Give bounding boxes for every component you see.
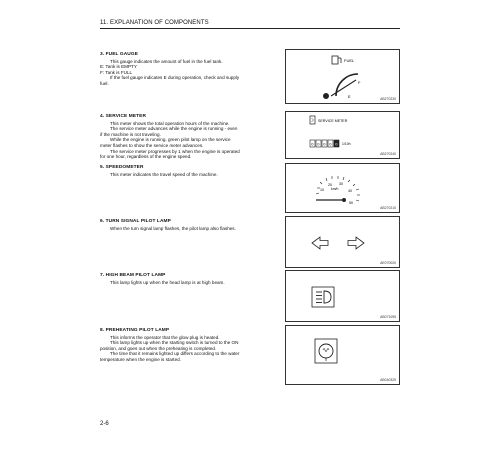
paragraph: This informs the operator that the glow plug is heated.: [110, 334, 220, 340]
glow-plug-icon: [319, 344, 333, 358]
paragraph: When the turn signal lamp flashes, the pilot lamp also flashes.: [110, 225, 236, 231]
full-mark: F: [358, 80, 361, 85]
arrow-left-icon: [312, 237, 328, 249]
page-number: 2-6: [100, 421, 109, 427]
paragraph: position, and goes out when the preheating is completed.: [100, 345, 217, 351]
service-meter-figure: [285, 111, 400, 159]
fuel-gauge-figure: [285, 49, 400, 104]
paragraph: This meter shows the total operation hours of the machine.: [110, 120, 230, 126]
section-title: 3. FUEL GAUGE: [100, 52, 138, 57]
paragraph: for one hour, regardless of the engine speed.: [100, 154, 192, 160]
paragraph: The service meter progresses by 1 when the engine is operated: [110, 148, 240, 154]
speedometer-figure: [285, 163, 400, 213]
paragraph: While the engine is running, green pilot lamp on the service: [110, 137, 231, 143]
preheating-icon: [286, 326, 401, 386]
figure-code: AB071095: [380, 315, 396, 319]
section-turn-signal: [100, 219, 280, 231]
paragraph: The time that it remains lighted up differs according to the water: [110, 351, 240, 357]
paragraph: if the machine is not traveling.: [100, 131, 161, 137]
paragraph: temperature when the engine is started.: [100, 356, 181, 362]
preheating-figure: [285, 325, 400, 385]
digit: 0: [329, 141, 332, 147]
tick-label: 10: [320, 188, 324, 192]
section-service-meter: [100, 114, 280, 160]
unit-label: km/h: [331, 187, 339, 191]
service-meter-label: SERVICE METER: [318, 119, 348, 123]
paragraph: fuel.: [100, 80, 109, 86]
tick-label: 50: [349, 201, 353, 205]
paragraph: meter flashes to show the service meter advances.: [100, 142, 204, 148]
unit-label: 1/10h: [342, 142, 351, 146]
section-title: 4. SERVICE METER: [100, 114, 147, 119]
section-title: 8. PREHEATING PILOT LAMP: [100, 328, 170, 333]
empty-mark: E: [348, 94, 351, 99]
figure-code: AB270210: [380, 206, 396, 210]
paragraph: If the fuel gauge indicates E during operation, check and supply: [110, 75, 240, 81]
fuel-label: FUEL: [344, 58, 355, 63]
arrow-right-icon: [348, 237, 364, 249]
figure-code: AE070020: [380, 261, 396, 265]
figure-code: AB040325: [380, 378, 396, 382]
digit: 0: [317, 141, 320, 147]
tick-label: 30: [339, 182, 343, 186]
paragraph: This lamp lights up when the starting switch is turned to the ON: [110, 340, 239, 346]
section-high-beam: [100, 273, 280, 285]
digit: 0: [323, 141, 326, 147]
section-title: 6. TURN SIGNAL PILOT LAMP: [100, 219, 171, 224]
section-title: 5. SPEEDOMETER: [100, 165, 144, 170]
page-header: 11. EXPLANATION OF COMPONENTS: [100, 20, 209, 26]
paragraph: This lamp lights up when the head lamp is at high beam.: [110, 279, 225, 285]
header-rule: [100, 28, 400, 29]
high-beam-figure: [285, 270, 400, 322]
digit: 0: [335, 141, 338, 147]
figure-code: AB270230: [380, 97, 396, 101]
tick-label: 40: [348, 189, 352, 193]
paragraph: The service meter advances while the engine is running - even: [110, 126, 238, 132]
section-title: 7. HIGH BEAM PILOT LAMP: [100, 273, 166, 278]
paragraph: This meter indicates the travel speed of the machine.: [110, 171, 218, 177]
tick-label: 20: [328, 183, 332, 187]
digit: 0: [311, 141, 314, 147]
paragraph: E: Tank is EMPTY: [100, 64, 137, 70]
figure-code: AB270240: [380, 152, 396, 156]
paragraph: F: Tank is FULL: [100, 69, 133, 75]
section-speedometer: [100, 165, 280, 177]
paragraph: This gauge indicates the amount of fuel in the fuel tank.: [110, 58, 223, 64]
turn-signal-figure: [285, 216, 400, 268]
section-fuel-gauge: [100, 52, 280, 87]
section-preheating: [100, 328, 280, 363]
